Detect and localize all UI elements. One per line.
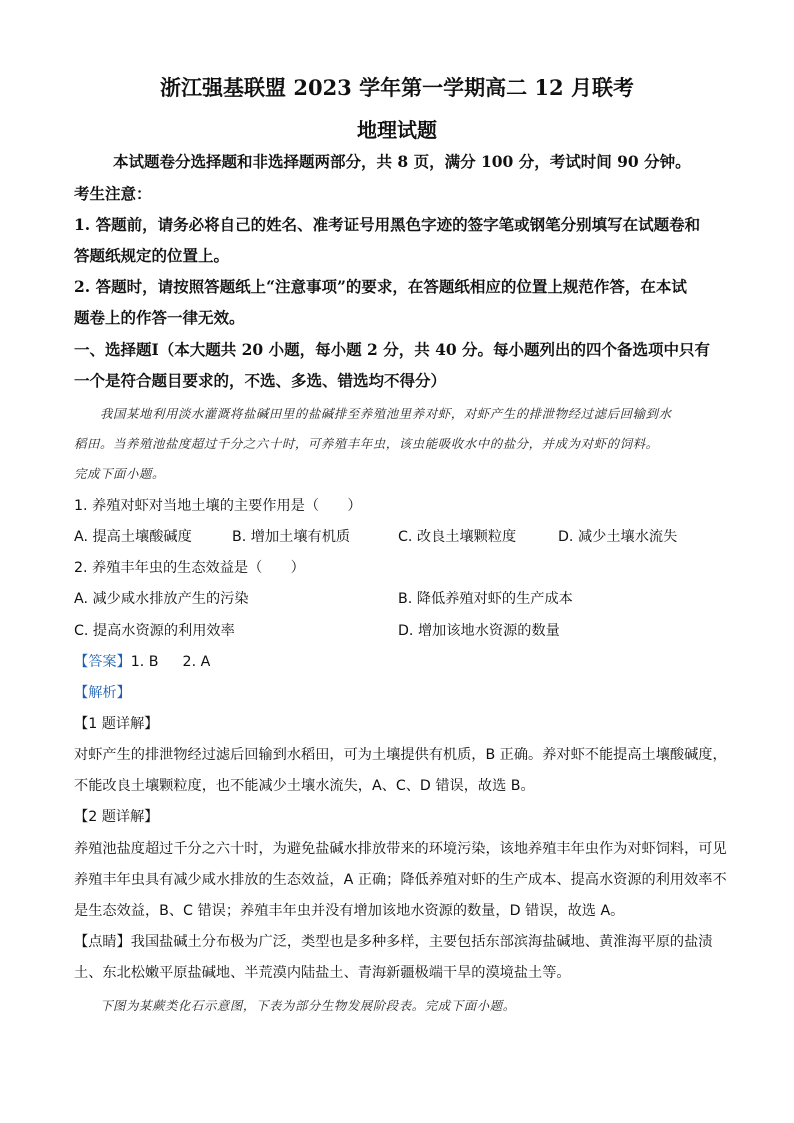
- notice-item-2-line-2: 题卷上的作答一律无效。: [74, 308, 245, 327]
- detail-2-line-3: 是生态效益，B、C 错误；养殖丰年虫并没有增加该地水资源的数量，D 错误，故选 A。: [74, 903, 625, 919]
- exam-title: 浙江强基联盟 2023 学年第一学期高二 12 月联考: [160, 75, 634, 100]
- passage-1-line-3: 完成下面小题。: [74, 466, 165, 481]
- detail-2-line-1: 养殖池盐度超过千分之六十时，为避免盐碱水排放带来的环境污染，该地养殖丰年虫作为对虾饲料，可见: [74, 841, 727, 857]
- comment-line-1: [74, 931, 712, 951]
- notice-item-2-line-1: 2. 答题时，请按照答题纸上“注意事项”的要求，在答题纸相应的位置上规范作答，在本试: [74, 277, 687, 296]
- question-2-option-a: A. 减少咸水排放产生的污染: [74, 591, 249, 607]
- answer-row: [74, 651, 210, 671]
- passage-1-line-2: 稻田。当养殖池盐度超过千分之六十时，可养殖丰年虫，该虫能吸收水中的盐分，并成为对虾的饲料。: [74, 436, 659, 451]
- comment-line-2: 土、东北松嫩平原盐碱地、半荒漠内陆盐土、青海新疆极端干旱的漠境盐土等。: [74, 965, 571, 981]
- question-1-option-d: D. 减少土壤水流失: [558, 529, 678, 545]
- question-2-stem: 2. 养殖丰年虫的生态效益是（ ）: [74, 560, 305, 576]
- notice-heading: 考生注意：: [74, 184, 152, 203]
- exam-intro: 本试题卷分选择题和非选择题两部分，共 8 页，满分 100 分，考试时间 90 分钟。: [113, 152, 691, 171]
- detail-1-line-1: 对虾产生的排泄物经过滤后回输到水稻田，可为土壤提供有机质，B 正确。养对虾不能提高土壤酸碱度，: [74, 747, 727, 763]
- notice-item-1-line-2: 答题纸规定的位置上。: [74, 246, 230, 265]
- question-1-option-b: B. 增加土壤有机质: [232, 529, 351, 545]
- question-1-stem: 1. 养殖对虾对当地土壤的主要作用是（ ）: [74, 498, 362, 514]
- section-heading-line-1: 一、选择题Ⅰ（本大题共 20 小题，每小题 2 分，共 40 分。每小题列出的四个备选项中只有: [74, 340, 711, 359]
- question-2-option-d: D. 增加该地水资源的数量: [398, 623, 560, 639]
- question-1-option-c: C. 改良土壤颗粒度: [398, 529, 517, 545]
- comment-text-1: 我国盐碱土分布极为广泛，类型也是多种多样，主要包括东部滨海盐碱地、黄淮海平原的盐渍: [130, 934, 713, 950]
- detail-2-tag: 【2 题详解】: [74, 809, 159, 825]
- question-2-option-c: C. 提高水资源的利用效率: [74, 623, 235, 639]
- section-heading-line-2: 一个是符合题目要求的，不选、多选、错选均不得分）: [74, 371, 447, 390]
- question-1-option-a: A. 提高土壤酸碱度: [74, 529, 192, 545]
- answer-1: 1. B: [130, 654, 159, 670]
- detail-1-tag: 【1 题详解】: [74, 716, 159, 732]
- exam-subject: 地理试题: [357, 118, 437, 142]
- answer-2: 2. A: [182, 654, 211, 670]
- detail-1-line-2: 不能改良土壤颗粒度，也不能减少土壤水流失，A、C、D 错误，故选 B。: [74, 778, 535, 794]
- passage-1-line-1: 我国某地利用淡水灌溉将盐碱田里的盐碱排至养殖池里养对虾，对虾产生的排泄物经过滤后回输到水: [100, 406, 672, 421]
- notice-item-1-line-1: 1. 答题前，请务必将自己的姓名、准考证号用黑色字迹的签字笔或钢笔分别填写在试题卷和: [74, 215, 701, 234]
- passage-2-line-1: 下图为某蕨类化石示意图，下表为部分生物发展阶段表。完成下面小题。: [100, 998, 516, 1013]
- detail-2-line-2: 养殖丰年虫具有减少咸水排放的生态效益，A 正确；降低养殖对虾的生产成本、提高水资源的利用效率不: [74, 872, 727, 888]
- question-2-option-b: B. 降低养殖对虾的生产成本: [398, 591, 573, 607]
- comment-tag: 【点睛】: [74, 934, 131, 950]
- analysis-tag: 【解析】: [74, 685, 131, 701]
- answer-tag: 【答案】: [74, 654, 131, 670]
